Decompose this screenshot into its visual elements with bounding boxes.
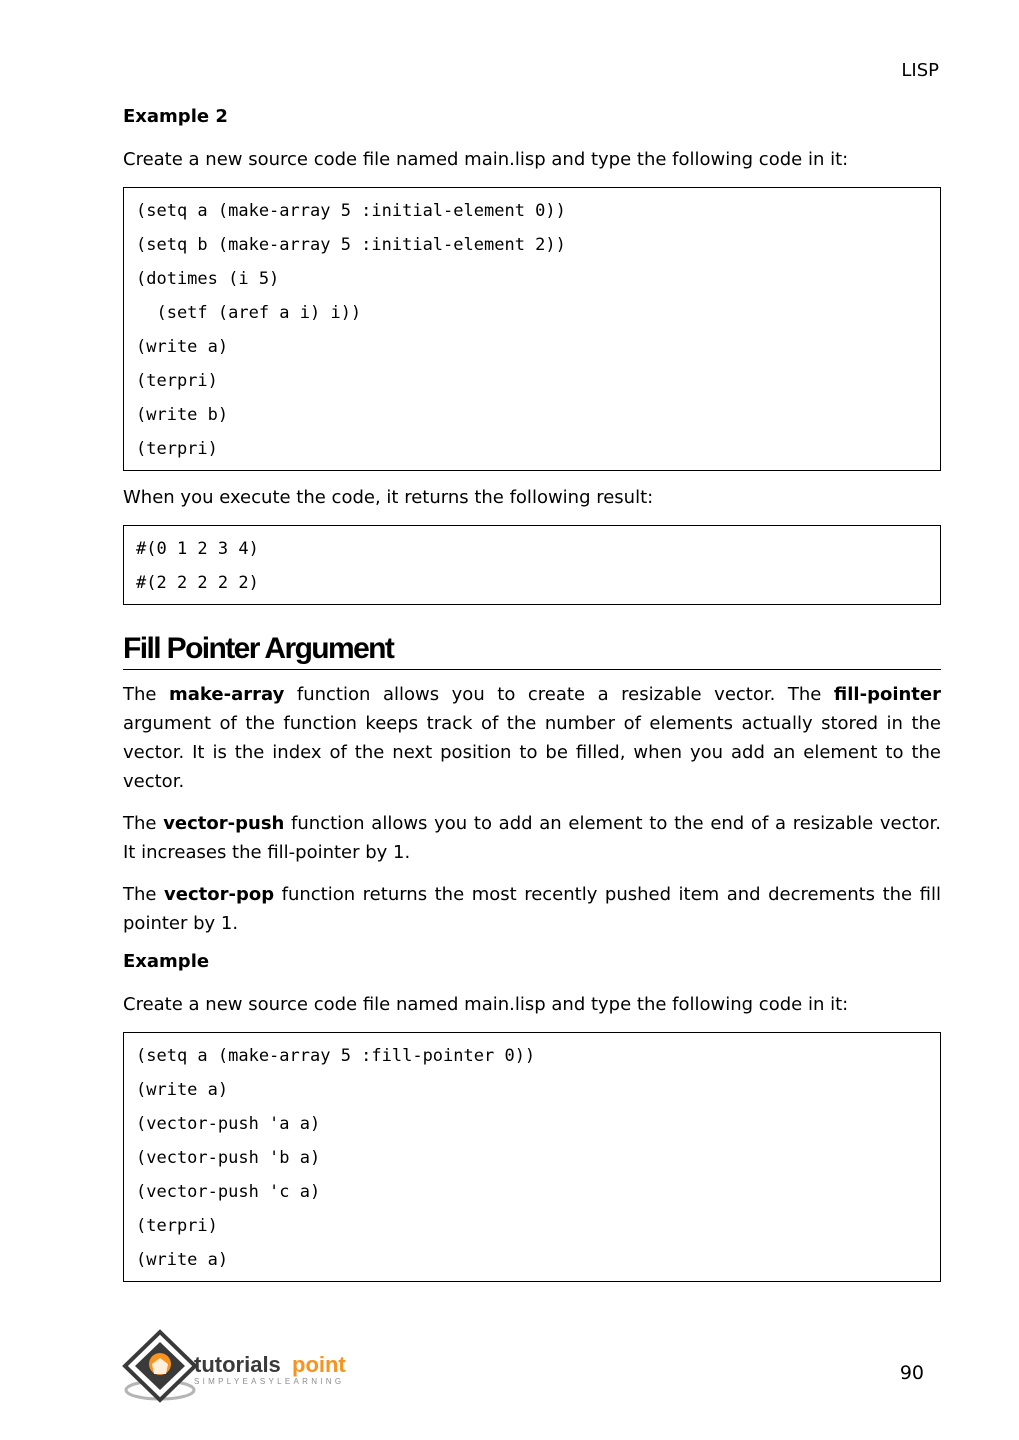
text: function allows you to add an element to the end of a resizable vector. It increases the fill-pointer by 1.	[123, 813, 942, 863]
result-line: #(2 2 2 2 2)	[136, 573, 259, 593]
example2-result-intro: When you execute the code, it returns the following result:	[123, 487, 654, 508]
paragraph-vector-pop	[123, 880, 941, 938]
code-line: (vector-push 'b a)	[136, 1148, 321, 1168]
text: The	[123, 684, 170, 705]
page-content	[123, 106, 941, 1294]
text: function returns the most recently pushed item and decrements the fill pointer by 1.	[123, 884, 941, 934]
text: function allows you to create a resizable vector. The	[284, 684, 834, 705]
term-fill-pointer: fill-pointer	[833, 684, 941, 705]
page-number: 90	[899, 1362, 924, 1384]
result-line: #(0 1 2 3 4)	[136, 539, 259, 559]
term-vector-push: vector-push	[163, 813, 285, 834]
example2-intro: Create a new source code file named main.lisp and type the following code in it:	[123, 149, 849, 170]
example-code-block	[123, 1032, 941, 1282]
code-line: (setq a (make-array 5 :fill-pointer 0))	[136, 1046, 536, 1066]
example2-heading: Example 2	[123, 106, 228, 127]
example-intro: Create a new source code file named main.lisp and type the following code in it:	[123, 994, 849, 1015]
paragraph-vector-push	[123, 809, 941, 867]
code-line: (vector-push 'a a)	[136, 1114, 321, 1134]
term-make-array: make-array	[169, 684, 285, 705]
paragraph-make-array	[123, 680, 941, 796]
code-line: (terpri)	[136, 439, 218, 459]
code-line: (setq b (make-array 5 :initial-element 2))	[136, 235, 566, 255]
code-line: (write a)	[136, 1080, 229, 1100]
header-title: LISP	[901, 60, 939, 81]
example2-result-block	[123, 525, 941, 605]
text: argument of the function keeps track of the number of elements actually stored in the vector. It is the index of the next position to be filled, when you add an element to the vector.	[123, 713, 941, 792]
code-line: (terpri)	[136, 371, 218, 391]
tutorialspoint-logo	[122, 1328, 372, 1404]
code-line: (write b)	[136, 405, 229, 425]
code-line: (setq a (make-array 5 :initial-element 0))	[136, 201, 566, 221]
example-heading: Example	[123, 951, 210, 972]
text: The	[123, 884, 165, 905]
logo-text-tutorials: tutorials	[194, 1352, 281, 1377]
code-line: (write a)	[136, 337, 229, 357]
code-line: (terpri)	[136, 1216, 218, 1236]
logo-text-point: point	[292, 1352, 346, 1377]
code-line: (setf (aref a i) i))	[136, 303, 362, 323]
term-vector-pop: vector-pop	[164, 884, 275, 905]
example2-code-block	[123, 187, 941, 471]
section-title: Fill Pointer Argument	[123, 631, 941, 670]
code-line: (dotimes (i 5)	[136, 269, 280, 289]
code-line: (vector-push 'c a)	[136, 1182, 321, 1202]
code-line: (write a)	[136, 1250, 229, 1270]
text: The	[123, 813, 164, 834]
logo-tagline: SIMPLYEASYLEARNING	[194, 1377, 345, 1386]
